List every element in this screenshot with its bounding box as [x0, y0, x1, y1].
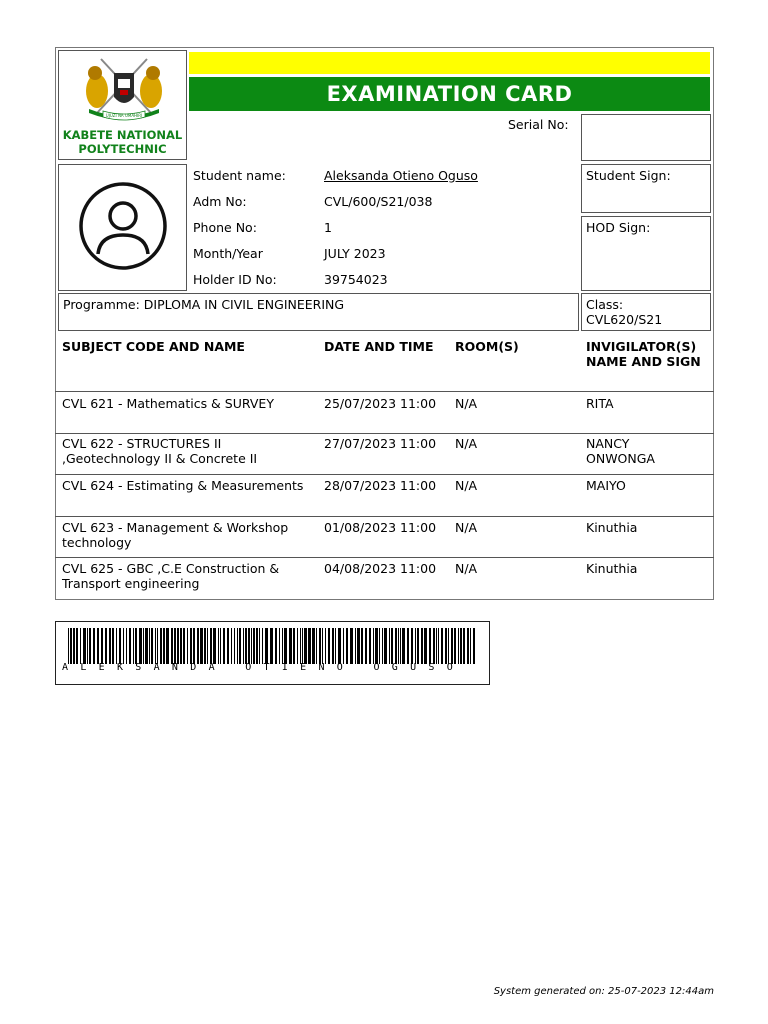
barcode-bar — [68, 628, 69, 664]
barcode-bar — [275, 628, 277, 664]
class-box — [581, 293, 711, 331]
barcode-bar — [343, 628, 344, 664]
barcode-bar — [101, 628, 103, 664]
barcode-bar — [126, 628, 127, 664]
barcode-text: ALEKSANDA OTIENO OGUSO — [62, 662, 466, 673]
barcode-bar — [166, 628, 169, 664]
barcode-bar — [441, 628, 443, 664]
barcode-bar — [112, 628, 114, 664]
barcode-bars — [68, 628, 480, 664]
barcode-bar — [467, 628, 469, 664]
subject-cell: CVL 624 - Estimating & Measurements — [62, 478, 304, 493]
barcode-bar — [193, 628, 195, 664]
user-avatar-icon — [78, 181, 168, 271]
barcode-bar — [73, 628, 75, 664]
barcode-bar — [139, 628, 142, 664]
class-label: Class: — [586, 297, 624, 312]
coat-of-arms-logo — [59, 51, 188, 131]
barcode-bar — [243, 628, 244, 664]
barcode-bar — [279, 628, 280, 664]
generated-timestamp: System generated on: 25-07-2023 12:44am — [493, 986, 714, 997]
barcode-bar — [83, 628, 86, 664]
barcode-bar — [97, 628, 99, 664]
table-row — [62, 561, 279, 591]
barcode-bar — [133, 628, 134, 664]
barcode-bar — [407, 628, 409, 664]
barcode-bar — [210, 628, 212, 664]
barcode-bar — [402, 628, 405, 664]
barcode-bar — [335, 628, 336, 664]
subject-cell-line1: CVL 625 - GBC ,C.E Construction & — [62, 561, 280, 576]
barcode-bar — [411, 628, 413, 664]
serial-box — [581, 114, 711, 161]
col-header-invigilator — [586, 339, 701, 369]
subject-cell-line2: technology — [62, 535, 132, 550]
barcode-bar — [382, 628, 383, 664]
holder-id-label: Holder ID No: — [193, 272, 277, 287]
barcode-bar — [325, 628, 326, 664]
barcode-bar — [213, 628, 216, 664]
barcode-box — [55, 621, 490, 685]
barcode-bar — [204, 628, 206, 664]
barcode-bar — [458, 628, 459, 664]
col-header-invigilator-line1: INVIGILATOR(S) — [586, 339, 697, 354]
barcode-bar — [379, 628, 380, 664]
logo-motto: UJUZI NA UMAHIRI — [105, 113, 143, 118]
barcode-bar — [389, 628, 390, 664]
room-cell: N/A — [455, 396, 478, 411]
barcode-bar — [445, 628, 447, 664]
barcode-bar — [183, 628, 185, 664]
barcode-bar — [384, 628, 387, 664]
barcode-bar — [187, 628, 188, 664]
barcode-bar — [463, 628, 465, 664]
barcode-bar — [109, 628, 111, 664]
barcode-bar — [197, 628, 199, 664]
table-row — [62, 436, 257, 466]
barcode-bar — [70, 628, 72, 664]
barcode-bar — [454, 628, 456, 664]
hod-sign-label: HOD Sign: — [586, 220, 651, 235]
date-cell: 28/07/2023 11:00 — [324, 478, 437, 493]
barcode-bar — [220, 628, 221, 664]
barcode-bar — [248, 628, 250, 664]
month-year-label: Month/Year — [193, 246, 263, 261]
barcode-bar — [135, 628, 137, 664]
col-header-invigilator-line2: NAME AND SIGN — [586, 354, 701, 369]
barcode-bar — [284, 628, 287, 664]
subject-cell-line1: CVL 623 - Management & Workshop — [62, 520, 289, 535]
col-header-room: ROOM(S) — [455, 339, 519, 354]
invigilator-cell: MAIYO — [586, 478, 626, 493]
barcode-bar — [223, 628, 225, 664]
yellow-banner — [189, 52, 710, 74]
holder-id-value: 39754023 — [324, 272, 388, 287]
subject-cell-line2: Transport engineering — [62, 576, 200, 591]
barcode-bar — [415, 628, 416, 664]
programme-text: Programme: DIPLOMA IN CIVIL ENGINEERING — [63, 297, 345, 312]
date-cell: 01/08/2023 11:00 — [324, 520, 437, 535]
barcode-bar — [87, 628, 88, 664]
phone-value: 1 — [324, 220, 332, 235]
barcode-bar — [322, 628, 323, 664]
barcode-bar — [256, 628, 258, 664]
subject-cell-line2: ,Geotechnology II & Concrete II — [62, 451, 258, 466]
barcode-bar — [350, 628, 353, 664]
row-divider — [55, 433, 714, 434]
date-cell: 04/08/2023 11:00 — [324, 561, 437, 576]
barcode-bar — [451, 628, 453, 664]
barcode-bar — [253, 628, 255, 664]
barcode-bar — [429, 628, 431, 664]
barcode-bar — [470, 628, 471, 664]
barcode-bar — [373, 628, 374, 664]
barcode-bar — [237, 628, 238, 664]
barcode-bar — [302, 628, 303, 664]
barcode-bar — [338, 628, 341, 664]
table-row — [62, 478, 303, 493]
row-divider — [55, 391, 714, 392]
invigilator-cell: Kinuthia — [586, 520, 638, 535]
barcode-bar — [375, 628, 378, 664]
barcode-bar — [400, 628, 401, 664]
invigilator-line1: NANCY — [586, 436, 630, 451]
table-row — [62, 396, 274, 411]
student-name: Aleksanda Otieno Oguso — [324, 168, 478, 183]
row-divider — [55, 516, 714, 517]
barcode-bar — [417, 628, 419, 664]
barcode-bar — [119, 628, 121, 664]
hod-sign-box — [581, 216, 711, 291]
date-cell: 25/07/2023 11:00 — [324, 396, 437, 411]
barcode-bar — [319, 628, 321, 664]
barcode-bar — [123, 628, 124, 664]
barcode-bar — [357, 628, 360, 664]
barcode-bar — [89, 628, 91, 664]
barcode-bar — [433, 628, 435, 664]
barcode-bar — [293, 628, 295, 664]
photo-box — [58, 164, 187, 291]
barcode-bar — [448, 628, 449, 664]
invigilator-cell — [586, 436, 655, 466]
barcode-bar — [438, 628, 439, 664]
barcode-bar — [151, 628, 153, 664]
barcode-bar — [234, 628, 235, 664]
barcode-bar — [200, 628, 203, 664]
barcode-bar — [76, 628, 78, 664]
room-cell: N/A — [455, 561, 478, 576]
month-year-value: JULY 2023 — [324, 246, 386, 261]
room-cell: N/A — [455, 436, 478, 451]
barcode-bar — [251, 628, 252, 664]
barcode-bar — [105, 628, 107, 664]
row-divider — [55, 474, 714, 475]
barcode-bar — [231, 628, 232, 664]
barcode-bar — [171, 628, 173, 664]
student-sign-box — [581, 164, 711, 213]
barcode-bar — [227, 628, 229, 664]
barcode-bar — [207, 628, 208, 664]
barcode-bar — [157, 628, 158, 664]
student-sign-label: Student Sign: — [586, 168, 671, 183]
col-header-date: DATE AND TIME — [324, 339, 434, 354]
phone-label: Phone No: — [193, 220, 257, 235]
barcode-bar — [289, 628, 292, 664]
barcode-bar — [163, 628, 165, 664]
barcode-bar — [460, 628, 462, 664]
barcode-bar — [145, 628, 148, 664]
barcode-bar — [270, 628, 273, 664]
table-row — [62, 520, 288, 550]
barcode-bar — [424, 628, 427, 664]
barcode-bar — [177, 628, 179, 664]
programme-box — [58, 293, 579, 331]
invigilator-cell: RITA — [586, 396, 614, 411]
page-title: EXAMINATION CARD — [189, 77, 710, 111]
date-cell: 27/07/2023 11:00 — [324, 436, 437, 451]
barcode-bar — [473, 628, 475, 664]
barcode-bar — [365, 628, 367, 664]
barcode-bar — [361, 628, 363, 664]
barcode-bar — [116, 628, 117, 664]
col-header-subject: SUBJECT CODE AND NAME — [62, 339, 245, 354]
barcode-bar — [259, 628, 260, 664]
adm-label: Adm No: — [193, 194, 247, 209]
barcode-bar — [245, 628, 247, 664]
subject-cell: CVL 621 - Mathematics & SURVEY — [62, 396, 274, 411]
barcode-bar — [160, 628, 162, 664]
barcode-bar — [391, 628, 393, 664]
barcode-bar — [369, 628, 371, 664]
barcode-bar — [262, 628, 263, 664]
barcode-bar — [308, 628, 311, 664]
barcode-bar — [304, 628, 307, 664]
barcode-bar — [332, 628, 334, 664]
barcode-bar — [129, 628, 131, 664]
barcode-bar — [312, 628, 315, 664]
room-cell: N/A — [455, 478, 478, 493]
student-name-label: Student name: — [193, 168, 286, 183]
barcode-bar — [218, 628, 219, 664]
serial-label: Serial No: — [508, 117, 569, 132]
barcode-bar — [190, 628, 192, 664]
barcode-bar — [80, 628, 81, 664]
barcode-bar — [149, 628, 150, 664]
invigilator-cell: Kinuthia — [586, 561, 638, 576]
subject-cell-line1: CVL 622 - STRUCTURES II — [62, 436, 222, 451]
barcode-bar — [398, 628, 399, 664]
barcode-bar — [421, 628, 423, 664]
barcode-bar — [143, 628, 144, 664]
barcode-bar — [355, 628, 356, 664]
room-cell: N/A — [455, 520, 478, 535]
barcode-bar — [328, 628, 330, 664]
barcode-bar — [239, 628, 241, 664]
barcode-bar — [155, 628, 156, 664]
class-value: CVL620/S21 — [586, 312, 663, 327]
barcode-bar — [300, 628, 301, 664]
barcode-bar — [174, 628, 176, 664]
barcode-bar — [436, 628, 437, 664]
invigilator-line2: ONWONGA — [586, 451, 655, 466]
row-divider — [55, 557, 714, 558]
barcode-bar — [180, 628, 182, 664]
barcode-bar — [265, 628, 268, 664]
barcode-bar — [346, 628, 348, 664]
barcode-bar — [395, 628, 397, 664]
school-name: KABETE NATIONAL POLYTECHNIC — [62, 128, 183, 156]
barcode-bar — [297, 628, 298, 664]
barcode-bar — [282, 628, 283, 664]
barcode-bar — [316, 628, 317, 664]
adm-value: CVL/600/S21/038 — [324, 194, 433, 209]
barcode-bar — [93, 628, 95, 664]
